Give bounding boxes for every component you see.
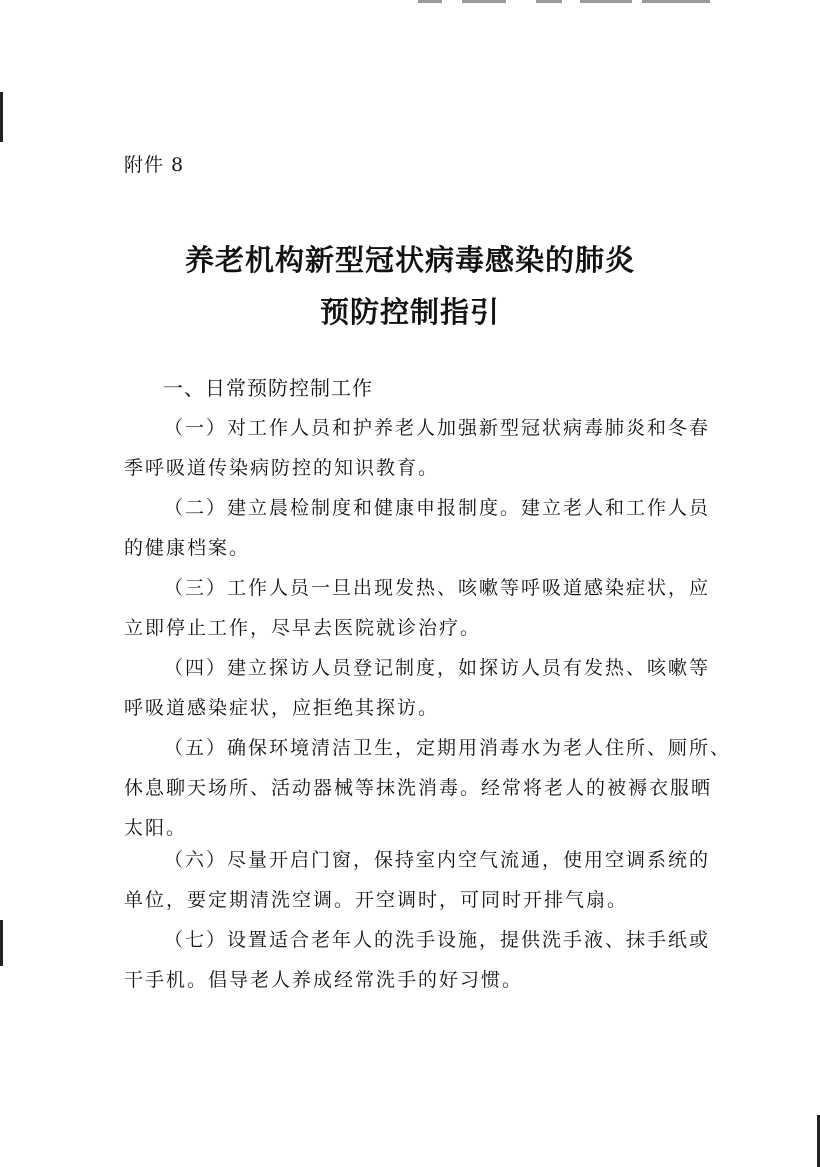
- paragraph-line: （五）确保环境清洁卫生，定期用消毒水为老人住所、厕所、: [164, 737, 732, 759]
- document-title-line-1: 养老机构新型冠状病毒感染的肺炎: [184, 243, 635, 277]
- paragraph-item-2: [124, 488, 736, 568]
- paragraph-item-6: [124, 840, 736, 920]
- paragraph-line: 太阳。: [124, 817, 188, 839]
- paragraph-line: （七）设置适合老年人的洗手设施，提供洗手液、抹手纸或: [164, 929, 711, 951]
- scan-top-marks: [410, 0, 740, 4]
- paragraph-line: 呼吸道感染症状，应拒绝其探访。: [124, 697, 440, 719]
- paragraph-item-1: [124, 408, 736, 488]
- paragraph-item-5: [124, 728, 736, 848]
- document-title-line-2: 预防控制指引: [319, 295, 500, 329]
- paragraph-line: （六）尽量开启门窗，保持室内空气流通，使用空调系统的: [164, 849, 711, 871]
- paragraph-line: 立即停止工作，尽早去医院就诊治疗。: [124, 617, 482, 639]
- paragraph-line: 干手机。倡导老人养成经常洗手的好习惯。: [124, 969, 524, 991]
- paragraph-item-3: [124, 568, 736, 648]
- paragraph-line: 单位，要定期清洗空调。开空调时，可同时开排气扇。: [124, 889, 629, 911]
- paragraph-item-4: [124, 648, 736, 728]
- paragraph-item-7: [124, 920, 736, 1000]
- paragraph-line: （二）建立晨检制度和健康申报制度。建立老人和工作人员: [164, 497, 711, 519]
- scan-left-edge-mark: [0, 920, 3, 966]
- scan-left-edge-mark: [0, 92, 3, 142]
- paragraph-line: 的健康档案。: [124, 537, 251, 559]
- paragraph-line: （三）工作人员一旦出现发热、咳嗽等呼吸道感染症状，应: [164, 577, 711, 599]
- paragraph-line: （四）建立探访人员登记制度，如探访人员有发热、咳嗽等: [164, 657, 711, 679]
- section-heading: 一、日常预防控制工作: [163, 376, 373, 400]
- paragraph-line: 季呼吸道传染病防控的知识教育。: [124, 457, 440, 479]
- paragraph-line: （一）对工作人员和护养老人加强新型冠状病毒肺炎和冬春: [164, 417, 711, 439]
- paragraph-line: 休息聊天场所、活动器械等抹洗消毒。经常将老人的被褥衣服晒: [124, 777, 713, 799]
- annex-label: 附件 8: [124, 154, 185, 176]
